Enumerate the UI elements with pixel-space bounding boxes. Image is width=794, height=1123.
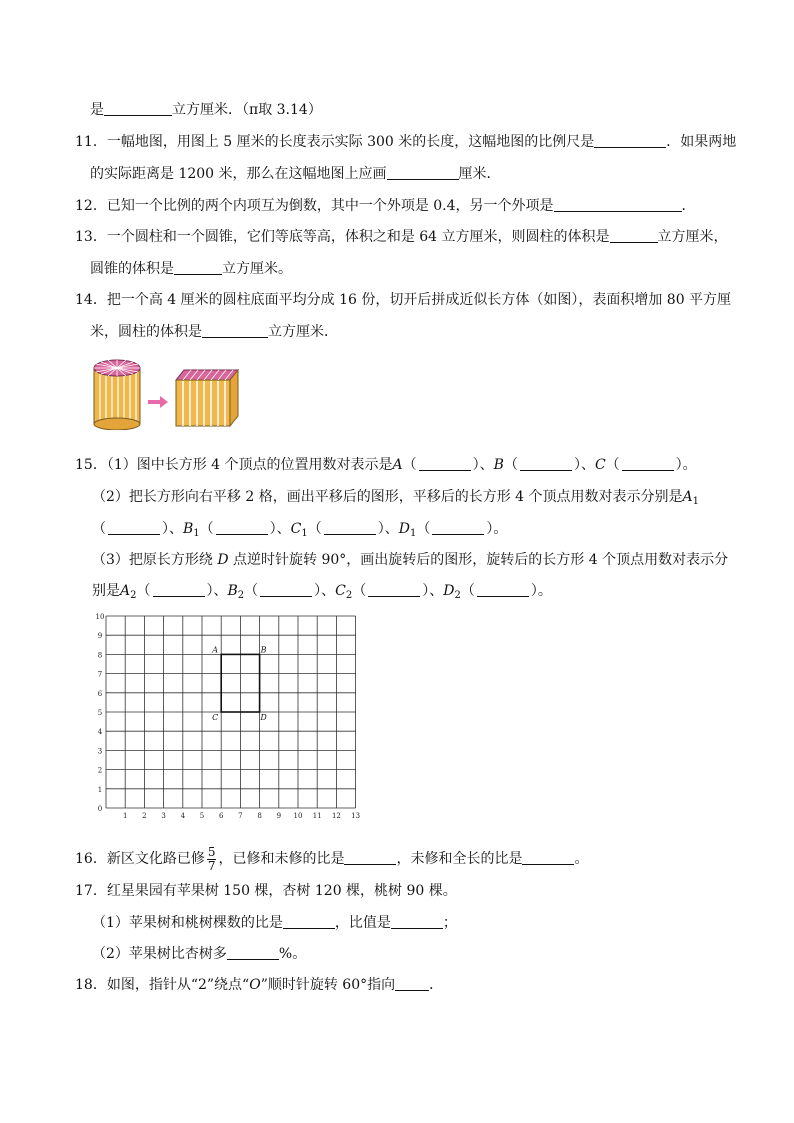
vertex-label: C [212,713,219,722]
coordinate-grid [86,612,366,828]
answer-blank[interactable] [395,975,429,991]
y-tick-label: 2 [97,766,103,775]
q15-line-4: （3）把原长方形绕 D 点逆时针旋转 90°，画出旋转后的图形，旋转后的长方形 4 个顶点用数对表示分 [92,552,729,568]
q15-line-5: 别是$A_2$（ ）、$B_2$（ ）、$C_2$（ ）、$D_2$（ ）。 [92,583,552,601]
q15-line-1: 15．（1）图中长方形 4 个顶点的位置用数对表示是A（ ）、B（ ）、C（ ）。 [75,457,697,473]
x-tick-label: 12 [331,812,341,820]
answer-blank[interactable] [391,913,443,929]
x-tick-label: 9 [276,812,282,820]
y-tick-label: 7 [97,670,103,679]
q12-line: 12．已知一个比例的两个内项互为倒数，其中一个外项是 0.4，另一个外项是 ． [75,198,696,214]
answer-blank[interactable] [153,581,205,597]
answer-blank[interactable] [104,100,172,116]
q15-line-2: （2）把长方形向右平移 2 格，画出平移后的图形，平移后的长方形 4 个顶点用数对表示分别是$A_1$ [92,489,700,507]
vertex-label: D [260,713,267,722]
cylinder-to-cuboid-figure [88,350,248,430]
x-tick-label: 8 [257,812,262,820]
y-tick-label: 6 [97,689,103,698]
y-tick-label: 9 [97,632,103,641]
answer-blank[interactable] [594,132,666,148]
x-tick-label: 13 [351,812,361,820]
answer-blank[interactable] [344,849,396,865]
y-tick-label: 8 [97,651,103,660]
y-tick-label: 5 [97,709,103,717]
answer-blank[interactable] [610,227,658,243]
answer-blank[interactable] [174,259,222,275]
answer-blank[interactable] [202,322,268,338]
answer-blank[interactable] [432,519,484,535]
fraction: $\frac{5}{7}$ [207,844,216,873]
q18-line: 18．如图，指针从“2”绕点“O”顺时针旋转 60°指向 ． [75,977,444,993]
q13-line-1: 13．一个圆柱和一个圆锥，它们等底等高，体积之和是 64 立方厘米，则圆柱的体积是 立方厘米， [75,229,728,245]
y-tick-label: 1 [97,785,103,794]
grid-origin-label: 0 [97,805,103,813]
x-tick-label: 10 [293,812,303,820]
q15-line-3: （ ）、$B_1$（ ）、$C_1$（ ）、$D_1$（ ）。 [92,521,508,539]
x-tick-label: 6 [218,812,224,820]
arrow-icon [148,396,168,408]
answer-blank[interactable] [520,455,572,471]
answer-blank[interactable] [324,519,376,535]
answer-blank[interactable] [554,196,682,212]
answer-blank[interactable] [216,519,268,535]
answer-blank[interactable] [477,581,529,597]
q16-line: 16．新区文化路已修 $\frac{5}{7}$ ，已修和未修的比是 ，未修和全长的比是 。 [75,844,589,873]
q11-line-1: 11．一幅地图，用图上 5 厘米的长度表示实际 300 米的长度，这幅地图的比例尺是 ．如果两地 [75,134,737,150]
answer-blank[interactable] [387,164,459,180]
vertex-label: B [260,645,267,655]
y-tick-label: 10 [95,613,105,621]
x-tick-label: 2 [142,812,147,820]
x-tick-label: 5 [199,812,205,820]
q17-line-3: （2）苹果树比杏树多 %。 [92,946,307,962]
q17-line-2: （1）苹果树和桃树棵数的比是 ，比值是 ； [92,915,457,931]
q17-line-1: 17．红星果园有苹果树 150 棵，杏树 120 棵，桃树 90 棵。 [75,883,457,899]
q14-line-2: 米，圆柱的体积是 立方厘米． [90,324,338,340]
answer-blank[interactable] [260,581,312,597]
answer-blank[interactable] [108,519,160,535]
q13-line-2: 圆锥的体积是 立方厘米。 [90,261,292,277]
answer-blank[interactable] [419,455,471,471]
answer-blank[interactable] [622,455,674,471]
x-tick-label: 1 [122,812,128,820]
q10-line: 是 立方厘米．（π取 3.14） [90,102,322,118]
y-tick-label: 4 [97,728,103,737]
x-tick-label: 7 [238,812,243,820]
x-tick-label: 4 [180,812,186,820]
y-tick-label: 3 [97,747,103,756]
q14-line-1: 14．把一个高 4 厘米的圆柱底面平均分成 16 份，切开后拼成近似长方体（如图），表面积增加 80 平方厘 [75,292,732,308]
answer-blank[interactable] [283,913,335,929]
x-tick-label: 11 [312,812,322,820]
answer-blank[interactable] [522,849,574,865]
q11-line-2: 的实际距离是 1200 米，那么在这幅地图上应画 厘米． [90,166,501,182]
vertex-label: A [212,645,219,655]
answer-blank[interactable] [227,944,279,960]
x-tick-label: 3 [161,812,166,820]
answer-blank[interactable] [368,581,420,597]
